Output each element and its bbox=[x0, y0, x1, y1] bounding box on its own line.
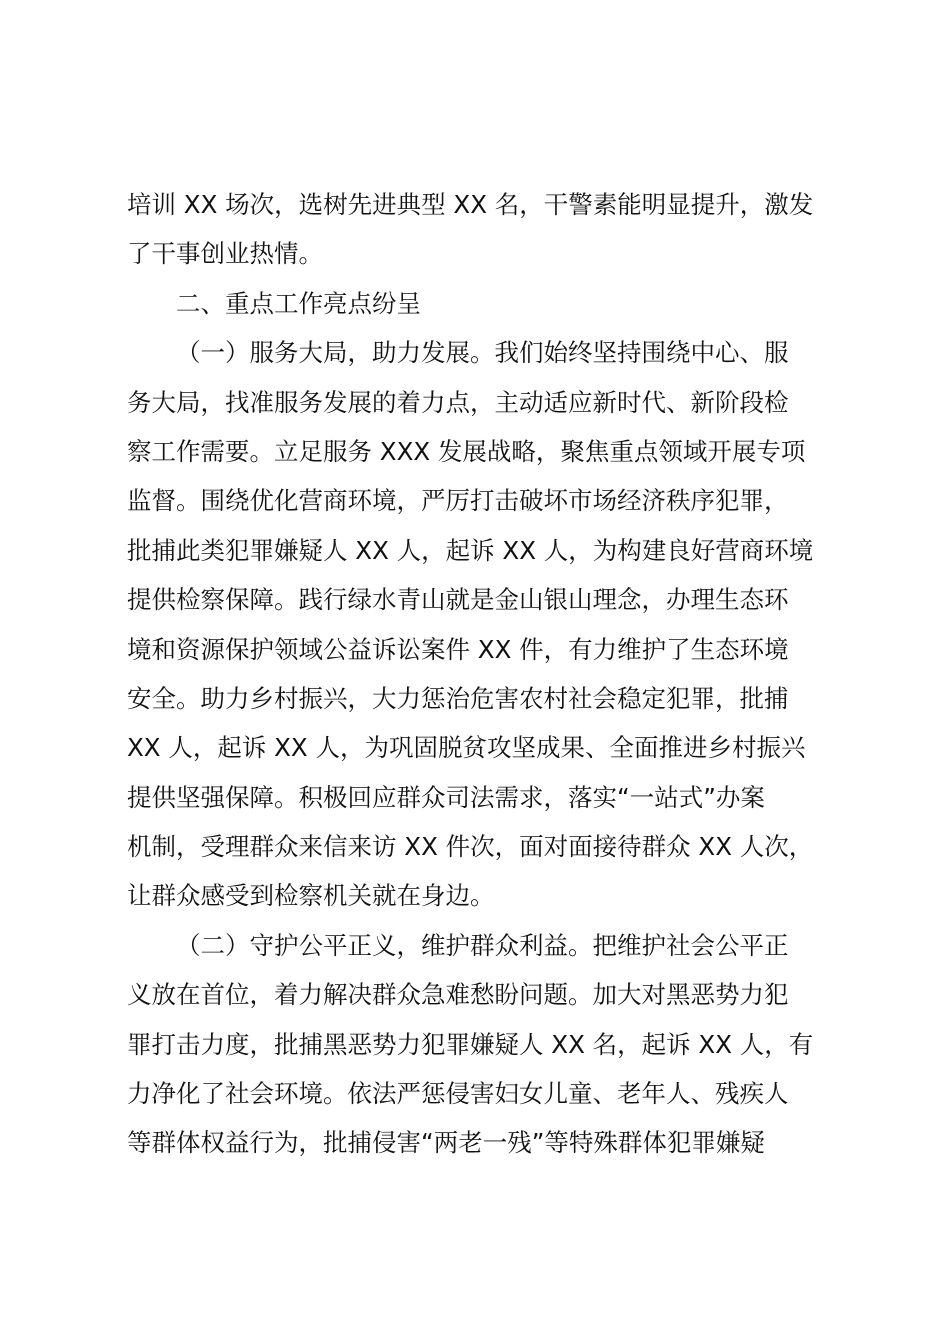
text-line: 监督。围绕优化营商环境，严厉打击破坏市场经济秩序犯罪， bbox=[127, 486, 789, 516]
text-line: 力净化了社会环境。依法严惩侵害妇女儿童、老年人、残疾人 bbox=[127, 1079, 789, 1109]
text-line: 等群体权益行为，批捕侵害“两老一残”等特殊群体犯罪嫌疑 bbox=[127, 1128, 765, 1158]
text-line: 机制，受理群众来信来访 XX 件次，面对面接待群众 XX 人次， bbox=[127, 832, 814, 862]
text-line: （一）服务大局，助力发展。我们始终坚持围绕中心、服 bbox=[176, 338, 789, 368]
document-body bbox=[127, 180, 833, 1168]
text-line: 了干事创业热情。 bbox=[127, 239, 323, 269]
text-line: 让群众感受到检察机关就在身边。 bbox=[127, 881, 495, 911]
text-line: 罪打击力度，批捕黑恶势力犯罪嫌疑人 XX 名，起诉 XX 人，有 bbox=[127, 1029, 814, 1059]
heading-line: 二、重点工作亮点纷呈 bbox=[176, 288, 421, 318]
text-line: XX 人，起诉 XX 人，为巩固脱贫攻坚成果、全面推进乡村振兴 bbox=[127, 733, 806, 763]
text-line: 提供坚强保障。积极回应群众司法需求，落实“一站式”办案 bbox=[127, 782, 765, 812]
text-line: 安全。助力乡村振兴，大力惩治危害农村社会稳定犯罪，批捕 bbox=[127, 683, 789, 713]
text-line: 境和资源保护领域公益诉讼案件 XX 件，有力维护了生态环境 bbox=[127, 634, 789, 664]
paragraph-justice bbox=[127, 921, 833, 1168]
text-line: 提供检察保障。践行绿水青山就是金山银山理念，办理生态环 bbox=[127, 585, 789, 615]
text-line: （二）守护公平正义，维护群众利益。把维护社会公平正 bbox=[176, 930, 789, 960]
text-line: 批捕此类犯罪嫌疑人 XX 人，起诉 XX 人，为构建良好营商环境 bbox=[127, 535, 814, 565]
text-line: 培训 XX 场次，选树先进典型 XX 名，干警素能明显提升，激发 bbox=[127, 190, 814, 219]
paragraph-continuation bbox=[127, 180, 833, 279]
text-line: 察工作需要。立足服务 XXX 发展战略，聚焦重点领域开展专项 bbox=[127, 436, 806, 466]
text-line: 务大局，找准服务发展的着力点，主动适应新时代、新阶段检 bbox=[127, 387, 789, 417]
paragraph-serve-overall bbox=[127, 328, 833, 921]
section-heading bbox=[127, 279, 833, 328]
text-line: 义放在首位，着力解决群众急难愁盼问题。加大对黑恶势力犯 bbox=[127, 980, 789, 1010]
